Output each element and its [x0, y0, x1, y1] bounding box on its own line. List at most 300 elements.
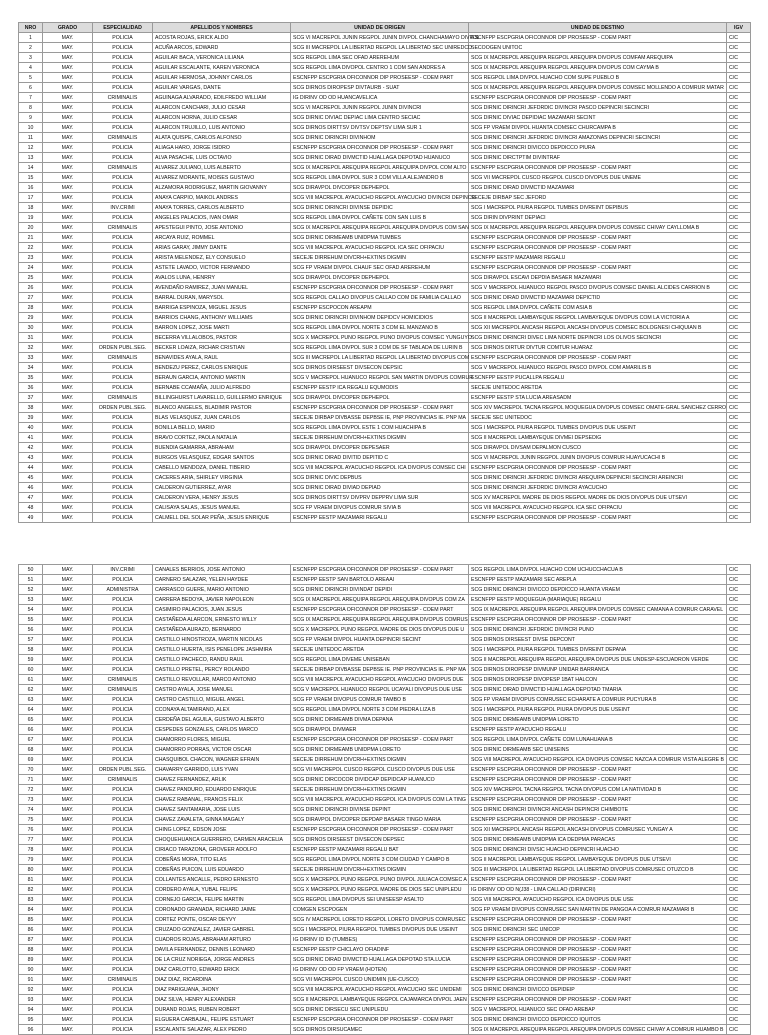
cell-origen: SCG DIRNOS DIROPESP DIVTAURB - SUAT — [291, 83, 469, 93]
cell-destino: ESCNFPP EESTP MOQUEGUA (MARIAQUE) REGALU — [469, 595, 727, 605]
cell-destino: SCG V MACREPOL HUANUCO SEC OFAD AREBAP — [469, 1005, 727, 1015]
cell-destino: SCG DIRNIC DIRINCRI JEFDRDIC DIVINCRI AMAZONAS DEPINCRI SECINCRI — [469, 133, 727, 143]
cell-nro: 90 — [19, 965, 43, 975]
cell-destino: SCG DIRNIC DIRINCRI DIVICCO DEPIDEIP — [469, 985, 727, 995]
cell-especialidad: POLICIA — [93, 815, 153, 825]
cell-igv: C/C — [727, 133, 751, 143]
cell-igv: C/C — [727, 815, 751, 825]
cell-igv: C/C — [727, 293, 751, 303]
cell-nombres: ALIAGA HARO, JORGE ISIDRO — [153, 143, 291, 153]
cell-destino: SCG DIRNIC DIRINCRI DIVINCRI ANCASH DEPINCRI CHIMBOTE — [469, 805, 727, 815]
cell-especialidad: POLICIA — [93, 33, 153, 43]
cell-grado: MAY. — [43, 875, 93, 885]
table-row — [19, 875, 751, 885]
cell-igv: C/C — [727, 715, 751, 725]
table-row — [19, 143, 751, 153]
cell-origen: ESCNFPP EESTP SAN BARTOLO AREAAI — [291, 575, 469, 585]
table-row — [19, 213, 751, 223]
cell-destino: SCG IX MACREPOL AREQUIPA REGPOL AREQUIPA DIVOPUS COM CAYMA B — [469, 63, 727, 73]
cell-destino: SCG VIII MACREPOL AYACUCHO REGPOL ICA DIVOPUS DUE USE — [469, 895, 727, 905]
cell-grado: MAY. — [43, 975, 93, 985]
cell-origen: SCG DIRNIC DIRINCRI DIVINHOM — [291, 133, 469, 143]
cell-origen: SCG REGPOL LIMA DIVPOL NORTE 3 COM PIEDRA LIZA B — [291, 705, 469, 715]
cell-grado: MAY. — [43, 233, 93, 243]
cell-especialidad: POLICIA — [93, 333, 153, 343]
cell-nro: 42 — [19, 443, 43, 453]
cell-nro: 46 — [19, 483, 43, 493]
cell-grado: MAY. — [43, 303, 93, 313]
cell-origen: SCG REGPOL LIMA DIVPOL SUR 3 COM VILLA ALEJANDRO B — [291, 173, 469, 183]
cell-nombres: AGUILAR ESCALANTE, KAREN VERONICA — [153, 63, 291, 73]
table-row — [19, 343, 751, 353]
cell-igv: C/C — [727, 615, 751, 625]
cell-nombres: ACUÑA ARCOS, EDWARD — [153, 43, 291, 53]
cell-igv: C/C — [727, 895, 751, 905]
cell-nro: 20 — [19, 223, 43, 233]
cell-origen: SCG FP VRAEM DIVPOL CHAUF SEC OFAD AREREHUM — [291, 263, 469, 273]
cell-origen: SCG IV MACREPOL LORETO REGPOL LORETO DIVOPUS COMRUSEC — [291, 915, 469, 925]
table-row — [19, 353, 751, 363]
cell-origen: SCG DIRAVPOL DIVMAER — [291, 725, 469, 735]
cell-grado: MAY. — [43, 83, 93, 93]
cell-destino: SCG XII MACREPOL ANCASH REGPOL ANCASH DIVOPUS COMSEC BOLOGNESI CHIQUIAN B — [469, 323, 727, 333]
cell-especialidad: POLICIA — [93, 915, 153, 925]
cell-destino: SCG II MACREPOL LAMBAYEQUE REGPOL LAMBAYEQUE DIVOPUS DUE UTSEVI — [469, 855, 727, 865]
cell-especialidad: POLICIA — [93, 63, 153, 73]
cell-destino: SCG REGPOL LIMA DIVPOL CAÑETE COM LUNAHUANA B — [469, 735, 727, 745]
cell-origen: SCG I MACREPOL PIURA REGPOL TUMBES DIVOPUS DUE USEINT — [291, 925, 469, 935]
cell-origen: SCG DIRNOS DIRSEEST DIVSECON DEPSEC — [291, 835, 469, 845]
cell-origen: SCG VIII MACREPOL AYACUCHO REGPOL AYACUCHO DIVOPUS DUE — [291, 675, 469, 685]
table-row — [19, 33, 751, 43]
cell-nro: 82 — [19, 885, 43, 895]
cell-destino: ESCNFPP ESCPGRIA OFICONNOR DIP PROSEESP - COEM PART — [469, 615, 727, 625]
cell-origen: SCG V MACREPOL HUANUCO REGPOL UCAYALI DIVOPUS DUE USE — [291, 685, 469, 695]
cell-destino: ESCNFPP EESTP AYACUCHO REGALU — [469, 725, 727, 735]
table-row — [19, 735, 751, 745]
cell-nro: 95 — [19, 1015, 43, 1025]
cell-igv: C/C — [727, 263, 751, 273]
cell-origen: SCG IX MACREPOL AREQUIPA REGPOL AREQUIPA DIVPOL COM ALTO — [291, 163, 469, 173]
cell-nombres: DAVILA FERNANDEZ, DENNIS LEONARD — [153, 945, 291, 955]
cell-nro: 56 — [19, 625, 43, 635]
table-row — [19, 865, 751, 875]
cell-nro: 85 — [19, 915, 43, 925]
cell-origen: SCG DIRNOS DIRSEEST DIVSECON DEPSIC — [291, 363, 469, 373]
cell-igv: C/C — [727, 333, 751, 343]
cell-especialidad: POLICIA — [93, 123, 153, 133]
cell-nro: 47 — [19, 493, 43, 503]
cell-grado: MAY. — [43, 473, 93, 483]
cell-igv: C/C — [727, 463, 751, 473]
cell-nombres: ALATA QUISPE, CARLOS ALFONSO — [153, 133, 291, 143]
cell-origen: SCG VI MACREPOL JUNIN REGPOL JUNIN DIVINCRI — [291, 103, 469, 113]
cell-origen: SCG IX MACREPOL AREQUIPA REGPOL AREQUIPA DIVOPUS COM SAN — [291, 223, 469, 233]
cell-igv: C/C — [727, 785, 751, 795]
cell-nombres: CASTILLO HINOSTROZA, MARTIN NICOLAS — [153, 635, 291, 645]
cell-especialidad: POLICIA — [93, 875, 153, 885]
cell-nombres: CERDEÑA DEL AGUILA, GUSTAVO ALBERTO — [153, 715, 291, 725]
cell-grado: MAY. — [43, 1015, 93, 1025]
cell-nombres: AGUILAR HERMOSA, JOHNNY CARLOS — [153, 73, 291, 83]
cell-grado: MAY. — [43, 243, 93, 253]
cell-nro: 39 — [19, 413, 43, 423]
cell-nombres: BRAVO CORTEZ, PAOLA NATALIA — [153, 433, 291, 443]
cell-nombres: CORNEJO GARCIA, FELIPE MARTIN — [153, 895, 291, 905]
cell-especialidad: CRIMINALIS — [93, 685, 153, 695]
cell-nombres: BERAUN GARCIA, ANTONIO MARTIN — [153, 373, 291, 383]
cell-grado: MAY. — [43, 575, 93, 585]
cell-nombres: BILLINGHURST LAVARELLO, GUILLERMO ENRIQUE — [153, 393, 291, 403]
cell-igv: C/C — [727, 63, 751, 73]
cell-origen: SCG FP VRAEM DIVOPUS COMRUR TAMBO B — [291, 695, 469, 705]
cell-origen: SCG X MACREPOL PUNO REGPOL PUNO DIVOPUS COMSEC YUNGUYO — [291, 333, 469, 343]
cell-grado: MAY. — [43, 705, 93, 715]
cell-origen: SCG VIII MACREPOL AYACUCHO REGPOL ICA SEC OFIPACIU — [291, 243, 469, 253]
table-row — [19, 895, 751, 905]
table-row — [19, 1015, 751, 1025]
cell-origen: IG DIRINV OD OD HUANCAVELICA — [291, 93, 469, 103]
cell-nro: 43 — [19, 453, 43, 463]
cell-especialidad: POLICIA — [93, 283, 153, 293]
cell-nro: 96 — [19, 1025, 43, 1035]
table-row — [19, 63, 751, 73]
cell-nombres: BENAVIDES AYALA, RAUL — [153, 353, 291, 363]
cell-grado: MAY. — [43, 343, 93, 353]
cell-nombres: CCONAYA ALTAMIRANO, ALEX — [153, 705, 291, 715]
table-row — [19, 333, 751, 343]
cell-grado: MAY. — [43, 615, 93, 625]
cell-especialidad: POLICIA — [93, 705, 153, 715]
cell-nombres: DIAZ CARLOTTO, EDWARD ERICK — [153, 965, 291, 975]
cell-origen: SCG FP VRAEM DIVPOL HUANTA DEPINCRI SECINT — [291, 635, 469, 645]
cell-grado: MAY. — [43, 645, 93, 655]
table-row — [19, 503, 751, 513]
cell-nombres: CASTILLO PRETEL, PERCY ROLANDO — [153, 665, 291, 675]
cell-igv: C/C — [727, 575, 751, 585]
cell-nro: 58 — [19, 645, 43, 655]
table-row — [19, 243, 751, 253]
cell-nombres: ALVA PASACHE, LUIS OCTAVIO — [153, 153, 291, 163]
cell-destino: SCG XIV MACREPOL TACNA REGPOL TACNA DIVOPUS COM LA NATIVIDAD B — [469, 785, 727, 795]
cell-nombres: ALZAMORA RODRIGUEZ, MARTIN GIOVANNY — [153, 183, 291, 193]
cell-nombres: BECERRA VILLALOBOS, PASTOR — [153, 333, 291, 343]
cell-igv: C/C — [727, 845, 751, 855]
cell-destino: ESCNFPP ESCPGRIA OFICONNOR DIP PROSEESP - COEM PART — [469, 353, 727, 363]
cell-nro: 26 — [19, 283, 43, 293]
cell-destino: SCG DIRAVPOL DIVSAM DEPALMON CUSCO — [469, 443, 727, 453]
cell-grado: MAY. — [43, 143, 93, 153]
table-row — [19, 945, 751, 955]
cell-grado: MAY. — [43, 493, 93, 503]
cell-nro: 40 — [19, 423, 43, 433]
cell-especialidad: CRIMINALIS — [93, 393, 153, 403]
cell-nombres: CHAVEZ FERNANDEZ, ARLIK — [153, 775, 291, 785]
cell-grado: MAY. — [43, 835, 93, 845]
cell-igv: C/C — [727, 53, 751, 63]
cell-destino: ESCNFPP ESCPGRIA OFICONNOR DIP PROSEESP - COEM PART — [469, 795, 727, 805]
cell-nro: 60 — [19, 665, 43, 675]
table-row — [19, 103, 751, 113]
cell-nro: 55 — [19, 615, 43, 625]
cell-destino: ESCNFPP ESCPGRIA OFICONNOR DIP PROSEESP - COEM PART — [469, 875, 727, 885]
cell-grado: MAY. — [43, 443, 93, 453]
cell-nro: 11 — [19, 133, 43, 143]
table-row — [19, 715, 751, 725]
cell-destino: SCG XIV MACREPOL TACNA REGPOL MOQUEGUA DIVOPUS COMSEC OMATE-GRAL SANCHEZ CERRO — [469, 403, 727, 413]
cell-grado: MAY. — [43, 153, 93, 163]
table-row — [19, 815, 751, 825]
cell-especialidad: POLICIA — [93, 53, 153, 63]
table-row — [19, 433, 751, 443]
cell-especialidad: POLICIA — [93, 483, 153, 493]
table-row — [19, 363, 751, 373]
cell-destino: SCG DIRNOS DIRTUR DIVTUR COMTUR HUARAZ — [469, 343, 727, 353]
cell-origen: ESCNFPP ESCPGRIA OFICONNOR DIP PROSEESP - COEM PART — [291, 1015, 469, 1025]
cell-especialidad: POLICIA — [93, 825, 153, 835]
cell-grado: MAY. — [43, 383, 93, 393]
cell-nombres: DIAZ PARIGUANA, JHONY — [153, 985, 291, 995]
cell-origen: SCG VII MACREPOL CUSCO UNIDMIN (UE-CUSCO) — [291, 975, 469, 985]
cell-especialidad: POLICIA — [93, 935, 153, 945]
cell-origen: SCG DIRNIC DIRINCRI DIVINDAT DEPIDI — [291, 585, 469, 595]
cell-grado: MAY. — [43, 393, 93, 403]
table-row — [19, 825, 751, 835]
cell-destino: SCG I MACREPOL PIURA REGPOL PIURA DIVOPUS DUE USEINT — [469, 705, 727, 715]
cell-especialidad: INV.CRIMI — [93, 203, 153, 213]
cell-nro: 34 — [19, 363, 43, 373]
table-row — [19, 905, 751, 915]
cell-especialidad: POLICIA — [93, 955, 153, 965]
table-row — [19, 293, 751, 303]
table-row — [19, 595, 751, 605]
cell-grado: MAY. — [43, 885, 93, 895]
cell-grado: MAY. — [43, 745, 93, 755]
cell-nombres: ARCAYA RUIZ, ROMMEL — [153, 233, 291, 243]
table-row — [19, 313, 751, 323]
cell-nro: 71 — [19, 775, 43, 785]
cell-destino: SECOOGEN UNITOC — [469, 43, 727, 53]
cell-igv: C/C — [727, 825, 751, 835]
cell-nro: 28 — [19, 303, 43, 313]
cell-igv: C/C — [727, 283, 751, 293]
cell-igv: C/C — [727, 313, 751, 323]
cell-origen: SCG DIRAVPOL DIVCOPER DEPESAER — [291, 443, 469, 453]
cell-grado: MAY. — [43, 293, 93, 303]
cell-especialidad: POLICIA — [93, 695, 153, 705]
table-row — [19, 443, 751, 453]
cell-igv: C/C — [727, 625, 751, 635]
cell-igv: C/C — [727, 765, 751, 775]
cell-igv: C/C — [727, 233, 751, 243]
cell-igv: C/C — [727, 835, 751, 845]
cell-origen: SCG REGPOL LIMA DIVOPUS SEI UNISEESP ASALTO — [291, 895, 469, 905]
cell-nombres: CASTILLO HUERTA, ISIS PENELOPE JASHMIRA — [153, 645, 291, 655]
cell-nro: 72 — [19, 785, 43, 795]
cell-grado: MAY. — [43, 735, 93, 745]
cell-especialidad: POLICIA — [93, 323, 153, 333]
cell-origen: COMGEN ESCPOGEN — [291, 905, 469, 915]
cell-grado: MAY. — [43, 685, 93, 695]
cell-destino: ESCNFPP ESCPGRIA OFICONNOR DIP PROSEESP - COEM PART — [469, 765, 727, 775]
cell-especialidad: ORDEN PUBL.SEG. — [93, 403, 153, 413]
table-row — [19, 513, 751, 523]
cell-destino: SCG I MACREPOL PIURA REGPOL TUMBES DIVREINT DEPANA — [469, 645, 727, 655]
cell-nro: 94 — [19, 1005, 43, 1015]
cell-destino: SCG DIRNOS DIROPESP DIVOPESP 1BAT HALCON — [469, 675, 727, 685]
cell-igv: C/C — [727, 665, 751, 675]
cell-grado: MAY. — [43, 855, 93, 865]
cell-grado: MAY. — [43, 323, 93, 333]
cell-igv: C/C — [727, 253, 751, 263]
cell-igv: C/C — [727, 1005, 751, 1015]
cell-origen: ESCNFPP ESCPGRIA OFICONNOR DIP PROSEESP - COEM PART — [291, 403, 469, 413]
cell-nro: 36 — [19, 383, 43, 393]
cell-origen: SCG X MACREPOL PUNO REGPOL MADRE DE DIOS DIVOPUS DUE U — [291, 625, 469, 635]
cell-origen: IG DIRINV OD OD FP VRAEM (HOTEN) — [291, 965, 469, 975]
cell-especialidad: CRIMINALIS — [93, 975, 153, 985]
cell-origen: SCG DIRNOS DIRTTSV DIVTSV DEPTSV LIMA SUR 1 — [291, 123, 469, 133]
cell-nro: 70 — [19, 765, 43, 775]
cell-grado: MAY. — [43, 113, 93, 123]
cell-igv: C/C — [727, 635, 751, 645]
cell-destino: SCG IX MACREPOL AREQUIPA REGPOL AREQUIPA DIVOPUS COMSEC CHIVAY CAYLLOMA B — [469, 223, 727, 233]
transfer-table-part-1 — [18, 22, 751, 523]
cell-origen: SCG REGPOL LIMA DIVPOL CAÑETE CON SAN LUIS B — [291, 213, 469, 223]
cell-origen: SCG DIRNIC DIRSECU SEC UNIPLEDU — [291, 1005, 469, 1015]
cell-destino: SCG DIRNIC DIRINCRI DIVEC LIMA NORTE DEPINCRI LOS OLIVOS SECINCRI — [469, 333, 727, 343]
cell-grado: MAY. — [43, 263, 93, 273]
cell-nro: 37 — [19, 393, 43, 403]
table-row — [19, 995, 751, 1005]
cell-nro: 84 — [19, 905, 43, 915]
cell-origen: SCG REGPOL LIMA DIVOPOL CENTRO 1 COM SAN ANDRES A — [291, 63, 469, 73]
cell-destino: ESCNFPP ESCPGRIA OFICONNOR DIP PROSEESP - COEM PART — [469, 915, 727, 925]
cell-especialidad: POLICIA — [93, 885, 153, 895]
cell-origen: SECEJE UNITEDOC ARETDA — [291, 645, 469, 655]
cell-nro: 69 — [19, 755, 43, 765]
cell-nombres: ARIAS GARAY, JIMMY DANTE — [153, 243, 291, 253]
cell-origen: SCG VIII MACREPOL AYACUCHO REGPOL AYACUCHO SEC UNIDEMI — [291, 985, 469, 995]
cell-destino: SCG XV MACREPOL MADRE DE DIOS REGPOL MADRE DE DIOS DIVOPUS DUE UTSEVI — [469, 493, 727, 503]
cell-nro: 67 — [19, 735, 43, 745]
cell-igv: C/C — [727, 975, 751, 985]
cell-especialidad: POLICIA — [93, 493, 153, 503]
cell-grado: MAY. — [43, 915, 93, 925]
cell-igv: C/C — [727, 935, 751, 945]
header-destino: UNIDAD DE DESTINO — [469, 23, 727, 33]
cell-igv: C/C — [727, 875, 751, 885]
cell-nro: 23 — [19, 253, 43, 263]
cell-grado: MAY. — [43, 213, 93, 223]
cell-origen: ESCNFPP ESCPGRIA OFICONNOR DIP PROSEESP - COEM PART — [291, 565, 469, 575]
cell-destino: ESCNFPP ESCPGRIA OFICONNOR DIP PROSEESP - COEM PART — [469, 965, 727, 975]
cell-nro: 49 — [19, 513, 43, 523]
cell-nombres: BERNABE CCAMAÑA, JULIO ALFREDO — [153, 383, 291, 393]
cell-destino: SCG DIRNIC DIRMEAMB SEC UNISEINS — [469, 745, 727, 755]
table-row — [19, 53, 751, 63]
cell-nro: 21 — [19, 233, 43, 243]
cell-igv: C/C — [727, 73, 751, 83]
cell-origen: SCG REGPOL LIMA DIVPOL ESTE 1 COM HUACHIPA B — [291, 423, 469, 433]
cell-especialidad: POLICIA — [93, 213, 153, 223]
cell-nro: 16 — [19, 183, 43, 193]
cell-nombres: ALARCON CANCHARI, JULIO CESAR — [153, 103, 291, 113]
cell-nro: 31 — [19, 333, 43, 343]
cell-nro: 35 — [19, 373, 43, 383]
table-row — [19, 383, 751, 393]
table-row — [19, 745, 751, 755]
cell-grado: MAY. — [43, 53, 93, 63]
cell-destino: SCG DIRNIC DIRINCRI DIVICCO DEPDICCO PIURA — [469, 143, 727, 153]
cell-nro: 64 — [19, 705, 43, 715]
cell-grado: MAY. — [43, 805, 93, 815]
cell-destino: ESCNFPP ESCPGRIA OFICONNOR DIP PROSEESP - COEM PART — [469, 33, 727, 43]
table-row — [19, 423, 751, 433]
cell-nro: 89 — [19, 955, 43, 965]
cell-igv: C/C — [727, 43, 751, 53]
cell-grado: MAY. — [43, 173, 93, 183]
cell-nombres: ANAYA TORRES, CARLOS ALBERTO — [153, 203, 291, 213]
cell-destino: SCG III MACREPOL LA LIBERTAD REGPOL LA LIBERTAD DIVOPUS COMRUSEC OTUZCO B — [469, 865, 727, 875]
cell-origen: SCG VII MACREPOL CUSCO REGPOL CUSCO DIVOPUS DUE USE — [291, 765, 469, 775]
cell-origen: SCG DIRNIC DIRMEAMB DIVMA DEPANA — [291, 715, 469, 725]
cell-especialidad: POLICIA — [93, 1025, 153, 1035]
cell-nro: 41 — [19, 433, 43, 443]
cell-nro: 44 — [19, 463, 43, 473]
cell-grado: MAY. — [43, 483, 93, 493]
cell-origen: SCG REGPOL CALLAO DIVOPUS CALLAO COM DE FAMILIA CALLAO — [291, 293, 469, 303]
cell-grado: MAY. — [43, 43, 93, 53]
cell-igv: C/C — [727, 493, 751, 503]
cell-especialidad: CRIMINALIS — [93, 223, 153, 233]
cell-nombres: ANGELES PALACIOS, IVAN OMAR — [153, 213, 291, 223]
cell-especialidad: POLICIA — [93, 423, 153, 433]
cell-nombres: CRUZADO GONZALEZ, JAVIER GABRIEL — [153, 925, 291, 935]
table-row — [19, 705, 751, 715]
table-row — [19, 273, 751, 283]
cell-especialidad: POLICIA — [93, 303, 153, 313]
cell-origen: SCG III MACREPOL LA LIBERTAD REGPOL LA LIBERTAD DIVOPUS COM — [291, 353, 469, 363]
cell-nombres: CASTAÑEDA AURAZO, BERNARDO — [153, 625, 291, 635]
cell-grado: MAY. — [43, 223, 93, 233]
cell-origen: SCG DIRNIC DIRMEAMB UNIDPMA LORETO — [291, 745, 469, 755]
cell-origen: SCG DIRNIC DIRAD DIVMCTID HUALLAGA DEPOTAD STA.LUCIA — [291, 955, 469, 965]
cell-especialidad: POLICIA — [93, 845, 153, 855]
cell-especialidad: POLICIA — [93, 503, 153, 513]
cell-origen: SCG REGPOL LIMA DIVEME UNISEBAN — [291, 655, 469, 665]
cell-destino: SCG DIRNIC DIRINCRI JEFDRDIC DIVINCRI AREQUIPA DEPINCRI SECINCRI AREINCRI — [469, 473, 727, 483]
cell-nro: 93 — [19, 995, 43, 1005]
table-row — [19, 263, 751, 273]
cell-nro: 12 — [19, 143, 43, 153]
table-row — [19, 163, 751, 173]
cell-nombres: AGUILAR BACA, VERONICA LILIANA — [153, 53, 291, 63]
cell-grado: MAY. — [43, 845, 93, 855]
cell-especialidad: POLICIA — [93, 263, 153, 273]
table-row — [19, 193, 751, 203]
cell-nombres: CHAMORRO PORRAS, VICTOR OSCAR — [153, 745, 291, 755]
cell-nombres: CALDERON GUTIERREZ, AYAR — [153, 483, 291, 493]
cell-especialidad: POLICIA — [93, 473, 153, 483]
cell-especialidad: POLICIA — [93, 363, 153, 373]
cell-destino: SCG DIRNIC DIRCTPTIM DIVINTRAF — [469, 153, 727, 163]
cell-especialidad: POLICIA — [93, 513, 153, 523]
cell-especialidad: POLICIA — [93, 785, 153, 795]
lower-table-sheet — [18, 564, 750, 1033]
cell-nro: 66 — [19, 725, 43, 735]
cell-origen: ESCNFPP ESCPOCON AREAPM — [291, 303, 469, 313]
